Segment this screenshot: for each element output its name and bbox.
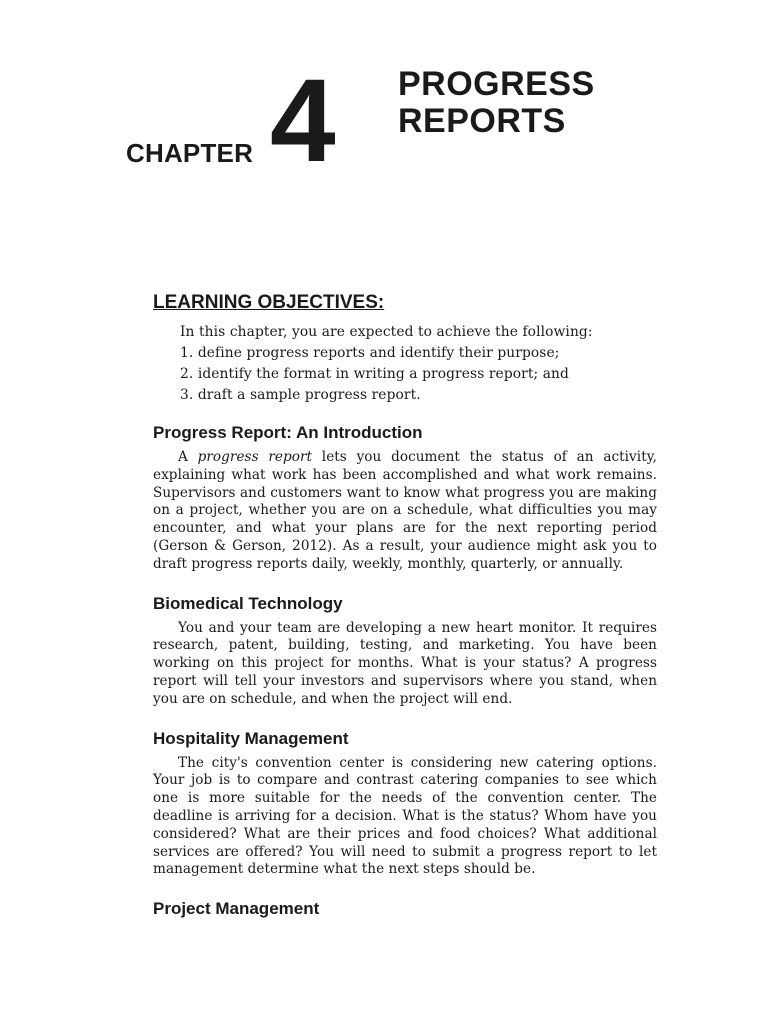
emphasized-term: progress report xyxy=(197,449,313,465)
chapter-title-line-2: REPORTS xyxy=(398,102,566,140)
learning-objectives-intro: In this chapter, you are expected to achieve the following: xyxy=(180,324,593,340)
page-content xyxy=(153,292,657,925)
section-heading: Biomedical Technology xyxy=(153,593,343,613)
section-paragraph: You and your team are developing a new heart monitor. It requires research, patent, building, testing, and marketing. You have been working on this project for months. What is your status? A progress report will tell your investors and supervisors where you stand, when you are on schedule, and when the project will end. xyxy=(153,619,657,707)
learning-objective-item: 1. define progress reports and identify their purpose; xyxy=(180,345,560,361)
learning-objective-item: 2. identify the format in writing a progress report; and xyxy=(180,366,569,382)
chapter-number: 4 xyxy=(270,55,334,187)
learning-objective-item: 3. draft a sample progress report. xyxy=(180,387,421,403)
chapter-title xyxy=(398,66,595,140)
section-heading: Hospitality Management xyxy=(153,728,349,748)
chapter-label: CHAPTER xyxy=(126,138,254,168)
section-heading: Progress Report: An Introduction xyxy=(153,423,423,442)
learning-objectives-heading: LEARNING OBJECTIVES: xyxy=(153,292,385,313)
chapter-title-line-1: PROGRESS xyxy=(398,65,595,103)
section-heading: Project Management xyxy=(153,899,320,919)
section-paragraph: A progress report lets you document the status of an activity, explaining what work has been accomplished and what work remains. Supervisors and customers want to know what progress you are making on a project, whether you are on a schedule, what difficulties you may encounter, and what your plans are for the next reporting period (Gerson & Gerson, 2012). As a result, your audience might ask you to draft progress reports daily, weekly, monthly, quarterly, or annually. xyxy=(153,449,657,572)
section-paragraph: The city's convention center is considering new catering options. Your job is to compare and contrast catering companies to see which one is more suitable for the needs of the convention center. The deadline is arriving for a decision. What is the status? Whom have you considered? What are their prices and food choices? What additional services are offered? You will need to submit a progress report to let management determine what the next steps should be. xyxy=(153,754,657,878)
